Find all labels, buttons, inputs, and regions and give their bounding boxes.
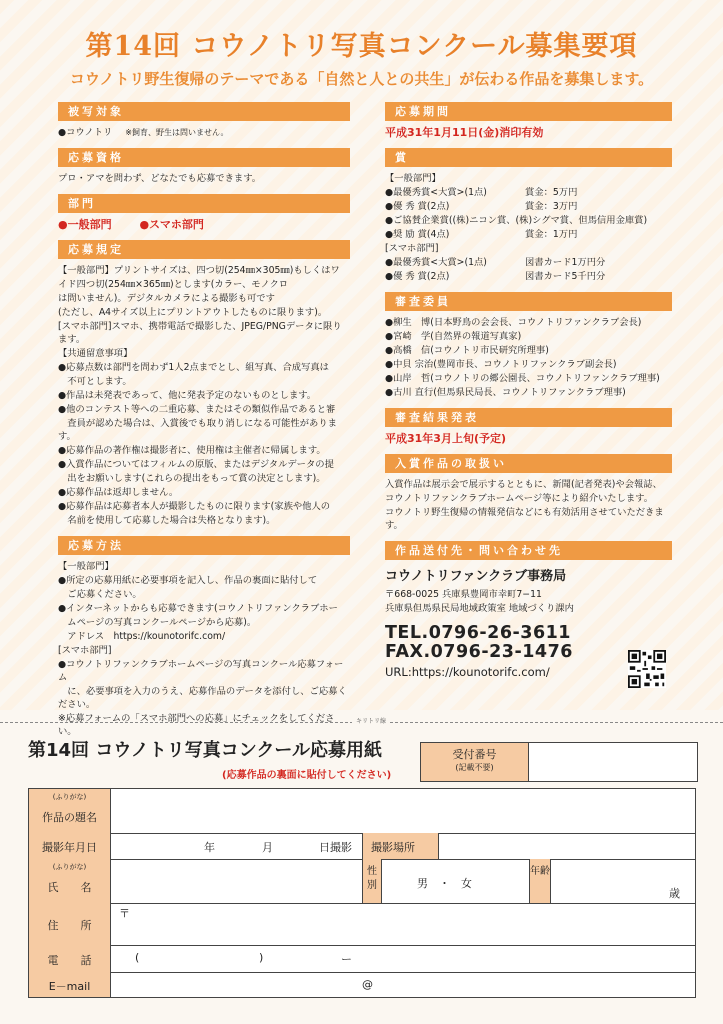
age-unit: 歳	[669, 887, 680, 900]
phone-label: 電 話	[47, 954, 92, 967]
section-header: 審査委員	[385, 292, 672, 311]
section-header: 被写対象	[58, 102, 350, 121]
form-title: 第14回 コウノトリ写真コンクール応募用紙	[28, 740, 383, 761]
rule-line: ●応募作品は応募者本人が撮影したものに限ります(家族や他人の	[58, 501, 331, 512]
page-title: 第14回 コウノトリ写真コンクール募集要項	[85, 31, 638, 62]
rule-line: ●他のコンテスト等への二重応募、またはその類似作品であると審	[58, 404, 336, 415]
day-label: 日撮影	[319, 841, 352, 854]
rule-line: 査員が認めた場合は、入賞後でも取り消しになる可能性があります。	[58, 418, 337, 442]
section-header: 作品送付先・問い合わせ先	[385, 541, 672, 560]
rule-line: 不可とします。	[58, 376, 132, 387]
judge-item: ●山岸 哲(コウノトリの郷公園長、コウノトリファンクラブ理事)	[385, 373, 660, 384]
judge-item: ●古川 直行(但馬県民局長、コウノトリファンクラブ理事)	[385, 387, 626, 398]
email-label: E－mail	[48, 980, 91, 993]
method-line: [スマホ部門]	[58, 645, 112, 656]
rule-line: ●応募作品の著作権は撮影者に、使用権は主催者に帰属します。	[58, 445, 326, 456]
division-general: ●一般部門	[58, 218, 112, 231]
prizes-general-list	[385, 186, 672, 241]
right-column	[385, 102, 672, 688]
section-header: 入賞作品の取扱い	[385, 454, 672, 473]
phone-dash: ー	[341, 953, 352, 966]
rule-line: (ただし、A4サイズ以上にプリントアウトしたものに限ります)。	[58, 307, 328, 318]
name-field[interactable]	[112, 859, 362, 903]
prize-name: ●優 秀 賞(2点)	[385, 201, 450, 212]
prize-name: ●奨 励 賞(4点)	[385, 229, 450, 240]
judge-item: ●柳生 博(日本野鳥の会会長、コウノトリファンクラブ会長)	[385, 317, 642, 328]
prizes-general-label: 【一般部門】	[385, 173, 441, 184]
prizes-section	[385, 148, 672, 283]
section-header: 応募資格	[58, 148, 350, 167]
office-name: コウノトリファンクラブ事務局	[385, 569, 567, 584]
division-smartphone: ●スマホ部門	[139, 218, 204, 231]
phone-close-paren: )	[259, 951, 264, 964]
prize-row	[385, 200, 672, 213]
rule-line: イド四つ切(254㎜×365㎜)とします(カラー、モノクロ	[58, 279, 289, 290]
prizes-smart-list	[385, 256, 672, 283]
year-label: 年	[204, 841, 215, 854]
rules-list	[58, 264, 350, 527]
phone-field[interactable]	[112, 945, 695, 972]
section-header: 賞	[385, 148, 672, 167]
receipt-number-box	[420, 742, 698, 782]
eligibility-section	[58, 148, 350, 185]
age-label: 年齢	[529, 859, 551, 903]
method-line: 【一般部門】	[58, 561, 114, 572]
email-row	[29, 972, 695, 997]
prize-row	[385, 256, 672, 269]
judges-section	[385, 292, 672, 399]
method-line: に、必要事項を入力のうえ、応募作品のデータを添付し、ご応募ください。	[58, 686, 347, 710]
work-title-label: 作品の題名	[42, 811, 97, 824]
rules-section	[58, 240, 350, 527]
prize-value: 賞金：5万円	[525, 187, 578, 198]
shooting-place-field[interactable]	[439, 833, 695, 859]
judge-item: ●宮崎 学(自然界の報道写真家)	[385, 331, 522, 342]
postal-mark: 〒	[119, 907, 130, 920]
email-at-mark: @	[362, 978, 373, 991]
month-label: 月	[262, 841, 273, 854]
receipt-number-field[interactable]	[529, 743, 697, 781]
office-address-1: 〒668-0025 兵庫県豊岡市幸町7−11	[385, 589, 542, 600]
section-header: 応募規定	[58, 240, 350, 259]
prize-row	[385, 270, 672, 283]
method-list	[58, 560, 350, 738]
section-header: 部門	[58, 194, 350, 213]
eligibility-text: プロ・アマを問わず、どなたでも応募できます。	[58, 173, 262, 184]
website-link[interactable]: URL:https://kounotorifc.com/	[385, 665, 550, 679]
rule-line: ●作品は未発表であって、他に発表予定のないものとします。	[58, 390, 317, 401]
method-line: アドレス https://kounotorifc.com/	[58, 631, 226, 642]
method-line: ●インターネットからも応募できます(コウノトリファンクラブホー	[58, 603, 338, 614]
receipt-label: 受付番号	[452, 748, 497, 761]
rule-line: 【一般部門】プリントサイズは、四つ切(254㎜×305㎜)もしくはワ	[58, 265, 340, 276]
prize-value: 賞金：1万円	[525, 229, 578, 240]
prizes-smart-label: [スマホ部門]	[385, 243, 439, 254]
phone-row	[29, 945, 695, 973]
judge-item: ●高橋 信(コウノトリ市民研究所理事)	[385, 345, 549, 356]
furigana-label: (ふりがな)	[52, 863, 87, 871]
phone-open-paren: (	[135, 951, 140, 964]
address-label: 住 所	[47, 919, 92, 932]
prize-name: ●優 秀 賞(2点)	[385, 271, 450, 282]
shooting-place-label: 撮影場所	[371, 841, 415, 854]
period-text: 平成31年1月11日(金)消印有効	[385, 126, 544, 139]
rule-line: [スマホ部門]スマホ、携帯電話で撮影した、JPEG/PNGデータに限ります。	[58, 321, 342, 345]
handling-section	[385, 454, 672, 532]
rule-line: は問いません)。デジタルカメラによる撮影も可です	[58, 293, 275, 304]
rule-line: 出をお願いします(これらの提出をもって賞の決定とします)。	[58, 473, 326, 484]
fax-number: FAX.0796-23-1476	[385, 642, 573, 662]
office-address-2: 兵庫県但馬県民局地域政策室 地域づくり課内	[385, 603, 574, 614]
results-text: 平成31年3月上旬(予定)	[385, 432, 507, 445]
method-line: ムページの写真コンクールページから応募)。	[58, 617, 257, 628]
rule-line: ●入賞作品についてはフィルムの原版、またはデジタルデータの提	[58, 459, 334, 470]
prize-row	[385, 228, 672, 241]
prize-row	[385, 214, 672, 227]
handling-list	[385, 478, 672, 532]
subject-item: ●コウノトリ	[58, 127, 113, 138]
furigana-label: (ふりがな)	[52, 793, 87, 801]
rule-line: 【共通留意事項】	[58, 348, 133, 359]
method-line: ●所定の応募用紙に必要事項を記入し、作品の裏面に貼付して	[58, 575, 318, 586]
application-form	[28, 788, 696, 998]
section-header: 審査結果発表	[385, 408, 672, 427]
results-section	[385, 408, 672, 445]
handling-line: コウノトリ野生復帰の情報発信などにも有効活用させていただきます。	[385, 507, 664, 531]
handling-line: 入賞作品は展示会で展示するとともに、新聞(記者発表)や会報誌、	[385, 479, 662, 490]
email-field[interactable]	[112, 972, 695, 997]
section-header: 応募期間	[385, 102, 672, 121]
division-section	[58, 194, 350, 231]
gender-options[interactable]: 男 ・ 女	[417, 877, 472, 890]
name-row	[29, 859, 695, 904]
shooting-date-row	[29, 833, 695, 860]
prize-value: 図書カード5千円分	[525, 271, 606, 282]
prize-name: ●最優秀賞<大賞>(1点)	[385, 187, 487, 198]
rule-line: 名前を使用して応募した場合は失格となります)。	[58, 515, 276, 526]
method-line: ●コウノトリファンクラブホームページの写真コンクール応募フォーム	[58, 659, 344, 683]
address-row	[29, 903, 695, 946]
rule-line: ●応募作品は返却しません。	[58, 487, 179, 498]
page-subtitle: コウノトリ野生復帰のテーマである「自然と人との共生」が伝わる作品を募集します。	[69, 70, 654, 88]
work-title-field[interactable]	[112, 789, 695, 833]
phone-number: TEL.0796-26-3611	[385, 623, 571, 643]
method-line: ※応募フォームの「スマホ部門への応募」にチェックをしてください。	[58, 713, 335, 737]
prize-value: 図書カード1万円分	[525, 257, 606, 268]
receipt-note: (記載不要)	[455, 763, 494, 772]
subject-note: ※飼育、野生は問いません。	[125, 128, 229, 137]
prize-name: ●最優秀賞<大賞>(1点)	[385, 257, 487, 268]
address-field[interactable]	[112, 903, 695, 945]
rule-line: ●応募点数は部門を問わず1人2点までとし、組写真、合成写真は	[58, 362, 329, 373]
method-line: ご応募ください。	[58, 589, 142, 600]
qr-code-icon	[628, 650, 666, 688]
shooting-date-label: 撮影年月日	[42, 841, 97, 854]
subject-section	[58, 102, 350, 139]
form-note: (応募作品の裏面に貼付してください)	[222, 770, 392, 781]
name-label: 氏 名	[47, 881, 92, 894]
prize-row	[385, 186, 672, 199]
cut-line-label: キリトリ線	[352, 716, 390, 725]
section-header: 応募方法	[58, 536, 350, 555]
method-section	[58, 536, 350, 738]
left-column	[58, 102, 350, 747]
handling-line: コウノトリファンクラブホームページ等により紹介いたします。	[385, 493, 654, 504]
period-section	[385, 102, 672, 139]
prize-value: 賞金：3万円	[525, 201, 578, 212]
work-title-row	[29, 789, 695, 834]
judges-list	[385, 316, 672, 399]
prize-name: ●ご協賛企業賞((株)ニコン賞、(株)シグマ賞、但馬信用金庫賞)	[385, 215, 648, 226]
judge-item: ●中貝 宗治(豊岡市長、コウノトリファンクラブ副会長)	[385, 359, 617, 370]
gender-label: 性別	[362, 859, 382, 903]
